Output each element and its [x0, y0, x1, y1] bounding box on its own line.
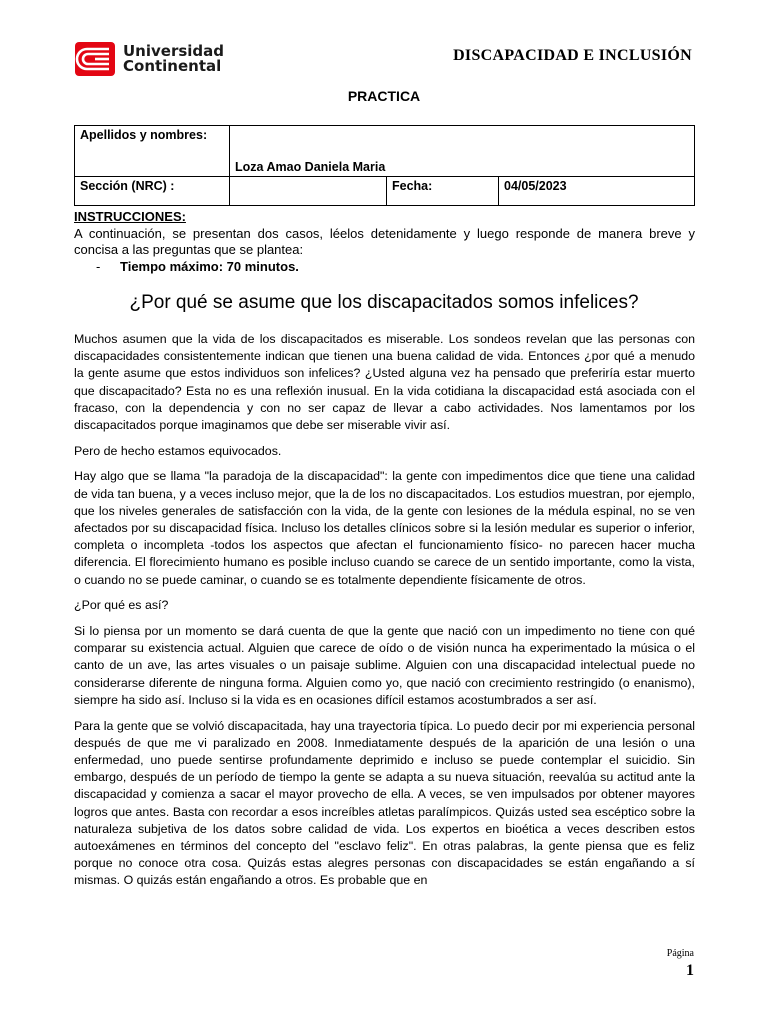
article-title: ¿Por qué se asume que los discapacitados somos infelices?	[129, 292, 639, 313]
student-info-table	[74, 125, 695, 206]
name-row	[75, 126, 695, 177]
time-limit-text: Tiempo máximo: 70 minutos.	[120, 258, 299, 274]
instructions-heading: INSTRUCCIONES:	[74, 209, 186, 224]
paragraph-3: Hay algo que se llama "la paradoja de la discapacidad": la gente con impedimentos dice que tiene una calidad de vida tan buena, y a veces incluso mejor, que la de los no discapacitados. Los estudios muestran, por ejemplo, que los niveles generales de satisfacción con la vida, de la gente con lesiones de la médula espinal, no se ven afectados por su discapacidad física. Incluso los detalles clínicos sobre si la lesión medular es superior o inferior, completa o incompleta -todos los aspectos que afectan el funcionamiento físico- no parecen hacer mucha diferencia. El florecimiento humano es posible incluso cuando se carece de un sentido importante, como la vista, o cuando no se puede caminar, o cuando se es totalmente dependiente físicamente de otros.	[74, 469, 695, 587]
bullet-dash: -	[96, 258, 101, 274]
university-logo-icon	[75, 42, 115, 76]
university-logo	[75, 42, 224, 76]
instructions	[74, 209, 695, 275]
logo-line-1: Universidad	[123, 42, 225, 60]
instructions-text: A continuación, se presentan dos casos, léelos detenidamente y luego responde de manera breve y concisa a las preguntas que se plantea:	[74, 225, 695, 257]
practice-title: PRACTICA	[347, 88, 421, 104]
page-number: 1	[686, 962, 694, 979]
paragraph-1: Muchos asumen que la vida de los discapacitados es miserable. Los sondeos revelan que las personas con discapacidades consistentemente indican que tienen una buena calidad de vida. Entonces ¿por qué a menudo la gente asume que estos individuos son infelices? ¿Usted alguna vez ha pensado que preferiría estar muerto que discapacitado? Esta no es una reflexión inusual. En la vida cotidiana la discapacidad está asociada con el fracaso, con la dependencia y con no ser capaz de llevar a cabo actividades. Nos lamentamos por los discapacitados porque imaginamos que debe ser miserable vivir así.	[74, 332, 695, 433]
paragraph-4: ¿Por qué es así?	[74, 598, 169, 613]
paragraph-2: Pero de hecho estamos equivocados.	[74, 443, 282, 458]
date-label: Fecha:	[387, 177, 499, 206]
page-label: Página	[666, 948, 694, 959]
section-label: Sección (NRC) :	[75, 177, 230, 206]
logo-line-2: Continental	[123, 57, 222, 75]
time-limit-bullet	[96, 259, 695, 276]
section-row	[75, 177, 695, 206]
article-body	[74, 331, 695, 898]
paragraph-6: Para la gente que se volvió discapacitada, hay una trayectoria típica. Lo puedo decir por mi experiencia personal después de que me vi paralizado en 2008. Inmediatamente después de la aparición de una lesión o una enfermedad, uno puede sentirse profundamente deprimido e incluso se puede contemplar el suicidio. Sin embargo, después de un período de tiempo la gente se adapta a su nueva situación, reevalúa su actitud ante la discapacidad y comienza a sacar el mayor provecho de ella. A veces, se ven impulsados por obtener mayores logros que antes. Basta con recordar a esos increíbles atletas paralímpicos. Quizás usted sea escéptico sobre la naturaleza subjetiva de los datos sobre calidad de vida. Los expertos en bioética a veces describen estos autoexámenes en términos del concepto del "esclavo feliz". En otras palabras, la gente piensa que es feliz porque no conoce otra cosa. Quizás estas alegres personas con discapacidades se están engañando a sí mismas. O quizás están engañando a otros. Es probable que en	[74, 718, 695, 888]
paragraph-5: Si lo piensa por un momento se dará cuenta de que la gente que nació con un impedimento no tiene con qué comparar su existencia actual. Alguien que carece de oído o de visión nunca ha experimentado la música o el canto de un ave, las artes visuales o un paisaje sublime. Alguien con una discapacidad intelectual puede no considerarse diferente de ninguna forma. Alguien como yo, que nació con crecimiento restringido (o enanismo), siempre ha sido así. Incluso si la vida es en ocasiones difícil estamos acostumbrados a ser así.	[74, 624, 695, 707]
name-label: Apellidos y nombres:	[75, 126, 230, 177]
date-value: 04/05/2023	[499, 177, 695, 206]
section-value	[230, 177, 387, 206]
logo-text	[123, 44, 224, 74]
document-title: DISCAPACIDAD E INCLUSIÓN	[453, 47, 692, 64]
name-value: Loza Amao Daniela Maria	[230, 126, 695, 177]
